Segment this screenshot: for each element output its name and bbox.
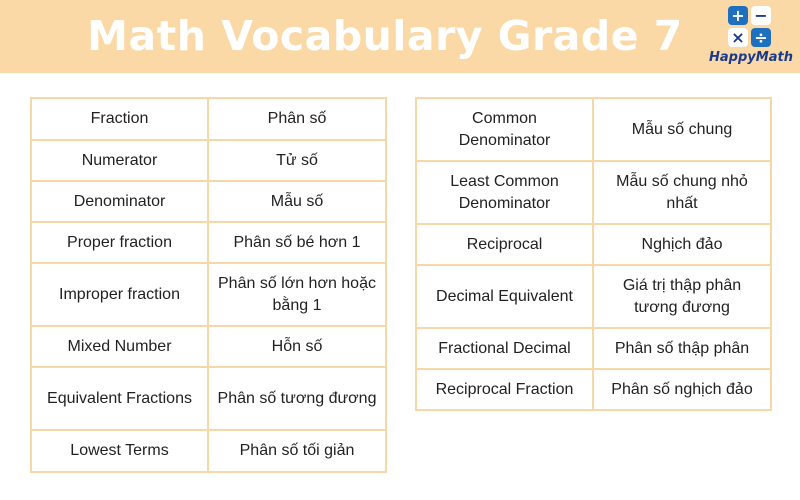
plus-icon: + — [728, 6, 748, 25]
table-row — [31, 181, 386, 222]
term-en: Equivalent Fractions — [31, 367, 208, 430]
brand-name: HappyMath — [709, 50, 793, 65]
term-vi: Mẫu số — [208, 181, 386, 222]
term-en: Mixed Number — [31, 326, 208, 367]
minus-icon: − — [751, 6, 771, 25]
term-en: Improper fraction — [31, 263, 208, 326]
divide-icon: ÷ — [751, 28, 771, 47]
vocab-table-right — [415, 97, 772, 411]
term-vi: Phân số thập phân — [593, 328, 771, 369]
page-title: Math Vocabulary Grade 7 — [87, 12, 683, 60]
term-en: Fraction — [31, 98, 208, 140]
header-banner — [0, 0, 800, 73]
term-vi: Mẫu số chung — [593, 98, 771, 161]
term-en: Numerator — [31, 140, 208, 181]
term-vi: Phân số tối giản — [208, 430, 386, 472]
table-row — [416, 161, 771, 224]
term-en: Lowest Terms — [31, 430, 208, 472]
table-row — [416, 328, 771, 369]
term-vi: Giá trị thập phân tương đương — [593, 265, 771, 328]
multiply-icon: × — [728, 28, 748, 47]
term-en: Least Common Denominator — [416, 161, 593, 224]
term-en: Reciprocal Fraction — [416, 369, 593, 410]
term-en: Proper fraction — [31, 222, 208, 263]
term-vi: Phân số tương đương — [208, 367, 386, 430]
term-vi: Tử số — [208, 140, 386, 181]
table-row — [416, 265, 771, 328]
table-row — [31, 263, 386, 326]
table-row — [416, 98, 771, 161]
table-row — [416, 224, 771, 265]
calculator-icon — [728, 6, 772, 48]
term-vi: Hỗn số — [208, 326, 386, 367]
term-en: Denominator — [31, 181, 208, 222]
term-vi: Phân số bé hơn 1 — [208, 222, 386, 263]
term-en: Common Denominator — [416, 98, 593, 161]
term-vi: Phân số nghịch đảo — [593, 369, 771, 410]
term-en: Decimal Equivalent — [416, 265, 593, 328]
table-row — [31, 222, 386, 263]
term-vi: Mẫu số chung nhỏ nhất — [593, 161, 771, 224]
table-row — [31, 430, 386, 472]
vocab-table-left — [30, 97, 387, 473]
term-en: Fractional Decimal — [416, 328, 593, 369]
table-row — [31, 98, 386, 140]
table-row — [31, 367, 386, 430]
table-row — [31, 326, 386, 367]
happymath-logo — [706, 6, 796, 68]
term-en: Reciprocal — [416, 224, 593, 265]
term-vi: Nghịch đảo — [593, 224, 771, 265]
table-row — [416, 369, 771, 410]
term-vi: Phân số — [208, 98, 386, 140]
term-vi: Phân số lớn hơn hoặc bằng 1 — [208, 263, 386, 326]
table-row — [31, 140, 386, 181]
